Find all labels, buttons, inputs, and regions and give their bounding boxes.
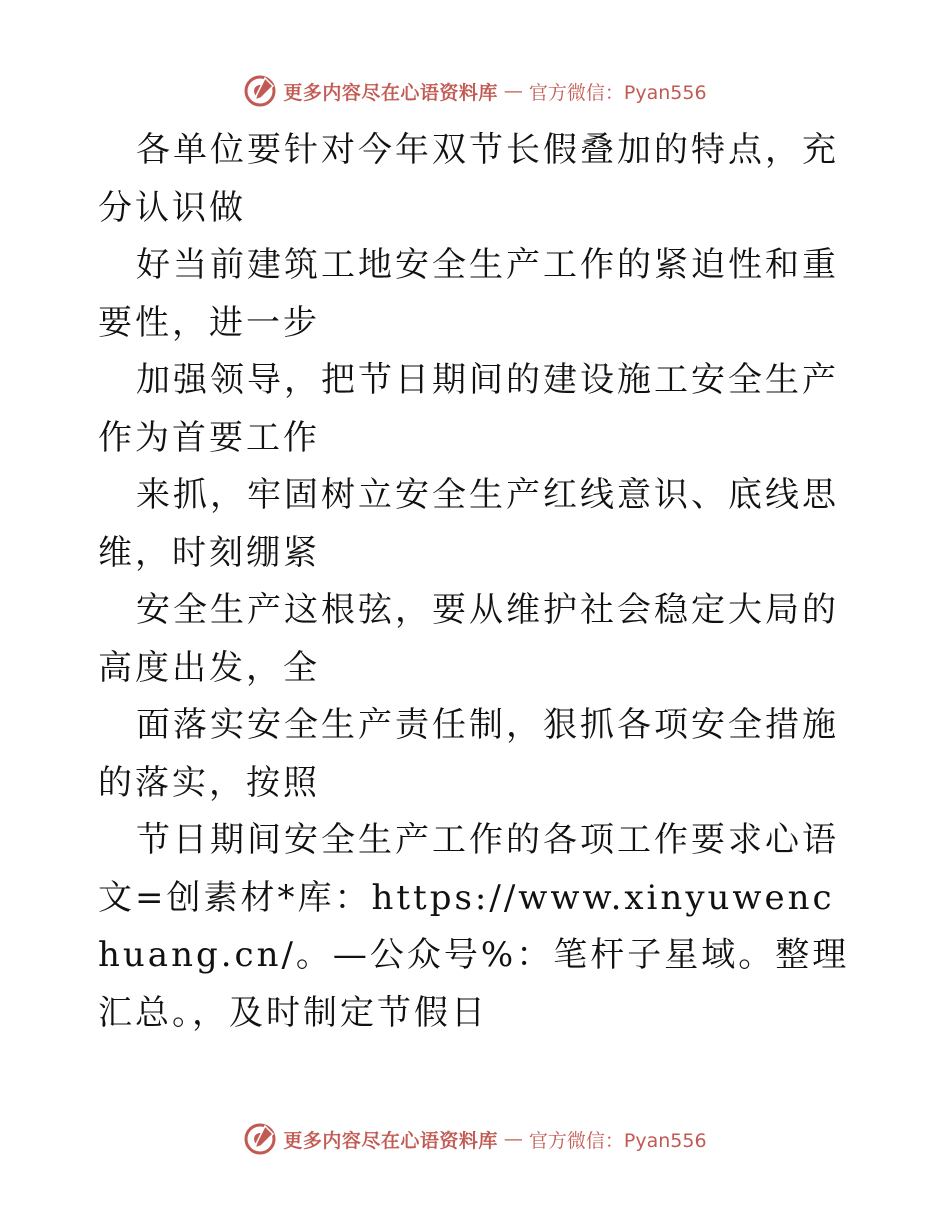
paragraph: 好当前建筑工地安全生产工作的紧迫性和重要性，进一步 [98,245,839,343]
watermark-wechat-text: 官方微信：Pyan556 [528,1129,707,1152]
paragraph: 来抓，牢固树立安全生产红线意识、底线思维，时刻绷紧 [98,475,839,573]
paragraph: 安全生产这根弦，要从维护社会稳定大局的高度出发，全 [98,590,839,688]
watermark-separator: — [503,1128,523,1150]
watermark-separator: — [503,80,523,102]
brand-logo-icon [243,74,277,108]
document-body [98,122,858,1042]
paragraph: 加强领导，把节日期间的建设施工安全生产作为首要工作 [98,360,839,458]
paragraph: 节日期间安全生产工作的各项工作要求心语文=创素材*库：https://www.xinyuwenchuang.cn/。—公众号%：笔杆子星域。整理汇总。，及时制定节假日 [98,820,850,1033]
header-watermark [0,74,950,108]
watermark-site-text: 更多内容尽在心语资料库 [283,81,498,104]
watermark-wechat-text: 官方微信：Pyan556 [528,81,707,104]
paragraph: 各单位要针对今年双节长假叠加的特点，充分认识做 [98,130,839,228]
watermark-site-text: 更多内容尽在心语资料库 [283,1129,498,1152]
paragraph: 面落实安全生产责任制，狠抓各项安全措施的落实，按照 [98,705,839,803]
footer-watermark [0,1122,950,1156]
brand-logo-icon [243,1122,277,1156]
